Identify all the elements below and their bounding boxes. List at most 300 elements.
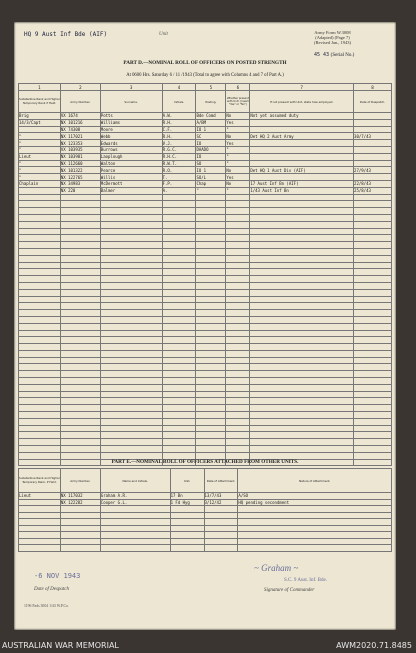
cell-date <box>354 418 392 425</box>
caption-right: AWM2020.71.8485 <box>336 641 412 650</box>
cell-present <box>226 446 250 453</box>
cell-posting <box>196 303 226 310</box>
cell-date <box>354 289 392 296</box>
cell-number <box>60 398 100 405</box>
part-d-table <box>18 83 392 466</box>
cell-posting <box>196 398 226 405</box>
cell-initials <box>162 439 196 446</box>
cell-initials: T. <box>162 174 196 181</box>
cell-surname <box>100 418 162 425</box>
cell-present: " <box>226 146 250 153</box>
cell-posting <box>196 255 226 262</box>
cell-employed <box>250 439 354 446</box>
table-row <box>19 133 392 140</box>
cell-initials <box>162 248 196 255</box>
cell-rank <box>19 248 61 255</box>
cell-employed <box>250 174 354 181</box>
cell-nature: A/SO <box>238 493 392 500</box>
cell-rank <box>19 262 61 269</box>
table-row <box>19 174 392 181</box>
cell-present: " <box>226 160 250 167</box>
blank-row <box>19 545 392 552</box>
cell-present <box>226 425 250 432</box>
cell-number <box>60 262 100 269</box>
cell-initials <box>162 432 196 439</box>
cell-posting <box>196 378 226 385</box>
cell-rank <box>19 545 61 552</box>
cell-rank <box>19 208 61 215</box>
cell-date <box>354 371 392 378</box>
cell-present <box>226 405 250 412</box>
serial-label: (Serial No.) <box>330 53 355 58</box>
cell-employed: Det HQ 2 Aust Army <box>250 133 354 140</box>
cell-posting <box>196 323 226 330</box>
cell-posting <box>196 242 226 249</box>
cell-employed <box>250 418 354 425</box>
cell-surname <box>100 201 162 208</box>
cell-rank: " <box>19 133 61 140</box>
cell-surname: Balmer <box>100 187 162 194</box>
cell-date <box>354 146 392 153</box>
col-num: 3 <box>100 84 162 91</box>
cell-date <box>354 160 392 167</box>
cell-initials <box>162 289 196 296</box>
cell-present <box>226 398 250 405</box>
col-num: 5 <box>196 84 226 91</box>
cell-rank <box>19 242 61 249</box>
cell-number <box>60 235 100 242</box>
cell-initials: A. <box>162 187 196 194</box>
cell-date <box>354 201 392 208</box>
cell-date <box>354 412 392 419</box>
cell-nature <box>238 545 392 552</box>
cell-rank <box>19 194 61 201</box>
cell-present: No <box>226 113 250 120</box>
cell-nature: HQ pending secondment <box>238 499 392 506</box>
blank-row <box>19 242 392 249</box>
cell-initials <box>162 323 196 330</box>
blank-row <box>19 418 392 425</box>
cell-initials <box>162 242 196 249</box>
cell-posting <box>196 282 226 289</box>
table-row <box>19 187 392 194</box>
cell-date <box>354 282 392 289</box>
cell-posting: IO <box>196 140 226 147</box>
cell-initials <box>162 357 196 364</box>
cell-employed <box>250 235 354 242</box>
blank-row <box>19 357 392 364</box>
cell-rank <box>19 398 61 405</box>
cell-present <box>226 289 250 296</box>
cell-employed <box>250 344 354 351</box>
cell-posting: Chap <box>196 180 226 187</box>
cell-date <box>354 310 392 317</box>
blank-row <box>19 337 392 344</box>
despatch-label: Date of Despatch <box>34 587 69 592</box>
cell-present: No <box>226 133 250 140</box>
cell-initials: R.H. <box>162 133 196 140</box>
cell-rank <box>19 384 61 391</box>
cell-date <box>354 378 392 385</box>
table-row <box>19 126 392 133</box>
cell-initials <box>162 371 196 378</box>
cell-date <box>354 296 392 303</box>
cell-surname <box>100 330 162 337</box>
cell-date <box>354 357 392 364</box>
cell-rank <box>19 432 61 439</box>
cell-rank <box>19 446 61 453</box>
cell-employed <box>250 432 354 439</box>
cell-employed: Det HQ 1 Aust Div (AIF) <box>250 167 354 174</box>
cell-date <box>354 214 392 221</box>
cell-surname <box>100 391 162 398</box>
col-num: 2 <box>60 84 100 91</box>
col-heading: Army Number. <box>60 91 100 113</box>
cell-name: Cooper G.L. <box>100 499 170 506</box>
cell-posting <box>196 391 226 398</box>
cell-initials <box>162 384 196 391</box>
cell-date <box>354 452 392 459</box>
blank-row <box>19 221 392 228</box>
cell-number <box>60 323 100 330</box>
cell-rank <box>19 323 61 330</box>
cell-surname <box>100 269 162 276</box>
cell-present <box>226 337 250 344</box>
cell-present: " <box>226 187 250 194</box>
cell-surname <box>100 378 162 385</box>
cell-employed <box>250 364 354 371</box>
cell-surname: Potts <box>100 113 162 120</box>
cell-initials <box>162 201 196 208</box>
cell-employed <box>250 323 354 330</box>
cell-employed <box>250 242 354 249</box>
cell-posting <box>196 208 226 215</box>
cell-employed <box>250 289 354 296</box>
cell-employed <box>250 276 354 283</box>
cell-number <box>60 432 100 439</box>
cell-posting <box>196 371 226 378</box>
cell-posting <box>196 289 226 296</box>
cell-name <box>100 545 170 552</box>
cell-initials <box>162 398 196 405</box>
cell-employed <box>250 405 354 412</box>
table-row <box>19 119 392 126</box>
cell-number <box>60 384 100 391</box>
cell-initials: V.J. <box>162 140 196 147</box>
cell-employed <box>250 201 354 208</box>
cell-posting <box>196 194 226 201</box>
cell-present <box>226 221 250 228</box>
cell-surname: Moore <box>100 126 162 133</box>
cell-surname <box>100 398 162 405</box>
cell-employed <box>250 126 354 133</box>
cell-rank <box>19 126 61 133</box>
cell-rank <box>19 221 61 228</box>
cell-initials <box>162 364 196 371</box>
cell-present <box>226 412 250 419</box>
blank-row <box>19 214 392 221</box>
cell-rank <box>19 282 61 289</box>
cell-rank <box>19 337 61 344</box>
cell-number: NX 220 <box>60 187 100 194</box>
col-num: 6 <box>226 84 250 91</box>
form-ref-line: (Revised Jan., 1943) <box>314 40 351 45</box>
cell-employed <box>250 208 354 215</box>
blank-row <box>19 235 392 242</box>
cell-employed <box>250 391 354 398</box>
cell-number <box>60 439 100 446</box>
cell-surname <box>100 296 162 303</box>
cell-present <box>226 350 250 357</box>
cell-present <box>226 255 250 262</box>
cell-surname <box>100 208 162 215</box>
cell-number <box>60 303 100 310</box>
cell-surname <box>100 221 162 228</box>
cell-number <box>60 446 100 453</box>
cell-surname: Willis <box>100 174 162 181</box>
cell-present <box>226 282 250 289</box>
cell-date <box>354 113 392 120</box>
cell-rank <box>19 418 61 425</box>
table-row <box>19 140 392 147</box>
part-d-title: PART D.—NOMINAL ROLL OF OFFICERS ON POSTED STRENGTH <box>123 60 287 66</box>
cell-employed: Not yet assumed duty <box>250 113 354 120</box>
cell-initials: R.G.C. <box>162 146 196 153</box>
cell-number: NX 101216 <box>60 119 100 126</box>
cell-posting: A/BM <box>196 119 226 126</box>
blank-row <box>19 194 392 201</box>
cell-posting <box>196 418 226 425</box>
cell-surname: Webb <box>100 133 162 140</box>
cell-present <box>226 269 250 276</box>
cell-posting <box>196 228 226 235</box>
cell-date <box>354 242 392 249</box>
cell-date: 25/8/43 <box>354 187 392 194</box>
cell-rank <box>19 201 61 208</box>
table-row <box>19 160 392 167</box>
cell-number <box>60 208 100 215</box>
cell-surname: Williams <box>100 119 162 126</box>
cell-number: NX 34983 <box>60 180 100 187</box>
cell-date: 30/7/43 <box>354 133 392 140</box>
cell-posting <box>196 235 226 242</box>
col-heading: Substantive Rank and Higher Temporary Rank if Held. <box>19 91 61 113</box>
cell-surname <box>100 255 162 262</box>
printer-imprint: 1196 Pads 3004 1/43 W.P.Co. <box>24 604 69 608</box>
col-num: 4 <box>162 84 196 91</box>
blank-row <box>19 384 392 391</box>
col-heading: Name and Initials. <box>100 469 170 493</box>
cell-initials <box>162 194 196 201</box>
cell-present <box>226 276 250 283</box>
cell-rank <box>19 214 61 221</box>
serial-value: 45 43 <box>314 52 330 58</box>
cell-initials <box>162 228 196 235</box>
cell-date <box>354 344 392 351</box>
cell-rank <box>19 425 61 432</box>
cell-present <box>226 242 250 249</box>
cell-initials: F.P. <box>162 180 196 187</box>
cell-rank <box>19 235 61 242</box>
cell-posting: " <box>196 187 226 194</box>
cell-number <box>60 412 100 419</box>
col-heading: Surname. <box>100 91 162 113</box>
cell-surname <box>100 242 162 249</box>
cell-date <box>354 425 392 432</box>
cell-posting <box>196 330 226 337</box>
cell-employed <box>250 269 354 276</box>
cell-initials <box>162 350 196 357</box>
cell-present <box>226 357 250 364</box>
cell-surname <box>100 282 162 289</box>
cell-date <box>354 255 392 262</box>
cell-employed <box>250 296 354 303</box>
cell-number <box>60 221 100 228</box>
blank-row <box>19 310 392 317</box>
cell-number <box>60 194 100 201</box>
cell-present <box>226 235 250 242</box>
cell-initials: R.O. <box>162 167 196 174</box>
cell-rank <box>19 350 61 357</box>
blank-row <box>19 296 392 303</box>
cell-employed: 1/43 Aust Inf Bn <box>250 187 354 194</box>
cell-number <box>60 310 100 317</box>
commander-signature: ~ Graham ~ <box>254 563 299 573</box>
cell-employed <box>250 330 354 337</box>
cell-posting: IO 1 <box>196 167 226 174</box>
cell-present <box>226 262 250 269</box>
cell-date <box>354 194 392 201</box>
cell-date <box>354 337 392 344</box>
part-e-body <box>19 493 392 552</box>
cell-employed <box>250 160 354 167</box>
cell-date <box>354 405 392 412</box>
cell-posting: SO/L <box>196 174 226 181</box>
cell-surname <box>100 194 162 201</box>
cell-surname <box>100 371 162 378</box>
part-e-table <box>18 468 392 552</box>
cell-surname: Walton <box>100 160 162 167</box>
cell-number <box>60 371 100 378</box>
cell-date <box>354 153 392 160</box>
cell-posting <box>196 439 226 446</box>
col-heading: Unit. <box>170 469 204 493</box>
cell-surname <box>100 289 162 296</box>
cell-date: 3/12/42 <box>204 499 238 506</box>
cell-initials <box>162 405 196 412</box>
cell-present <box>226 344 250 351</box>
cell-name: Graham A.R. <box>100 493 170 500</box>
blank-row <box>19 446 392 453</box>
signature-label: Signature of Commander <box>264 588 315 593</box>
cell-number <box>60 357 100 364</box>
table-row <box>19 146 392 153</box>
cell-unit <box>170 545 204 552</box>
cell-date <box>354 439 392 446</box>
cell-number <box>60 350 100 357</box>
cell-number: NX 122282 <box>60 499 100 506</box>
cell-posting <box>196 425 226 432</box>
cell-date <box>354 446 392 453</box>
cell-initials <box>162 330 196 337</box>
cell-rank <box>19 357 61 364</box>
cell-rank <box>19 371 61 378</box>
cell-posting: Bde Comd <box>196 113 226 120</box>
col-heading: Posting. <box>196 91 226 113</box>
cell-initials <box>162 316 196 323</box>
cell-employed <box>250 194 354 201</box>
cell-employed <box>250 446 354 453</box>
cell-rank: " <box>19 160 61 167</box>
cell-surname: Pearce <box>100 167 162 174</box>
part-e-title: PART E.—NOMINAL ROLL OF OFFICERS ATTACHED FROM OTHER UNITS. <box>111 459 299 465</box>
cell-date <box>354 398 392 405</box>
cell-employed <box>250 248 354 255</box>
column-number-row <box>19 84 392 91</box>
cell-surname <box>100 248 162 255</box>
cell-date <box>354 432 392 439</box>
cell-date <box>354 140 392 147</box>
cell-date: 22/8/43 <box>354 180 392 187</box>
col-heading: Date of Attachment. <box>204 469 238 493</box>
cell-present <box>226 296 250 303</box>
cell-present <box>226 316 250 323</box>
cell-number <box>60 255 100 262</box>
col-heading: Initials. <box>162 91 196 113</box>
cell-date <box>354 269 392 276</box>
cell-posting <box>196 446 226 453</box>
cell-surname <box>100 344 162 351</box>
cell-number: NX 74308 <box>60 126 100 133</box>
cell-surname <box>100 405 162 412</box>
cell-rank <box>19 255 61 262</box>
cell-present <box>226 391 250 398</box>
cell-surname <box>100 235 162 242</box>
cell-present <box>226 364 250 371</box>
cell-employed <box>250 262 354 269</box>
cell-initials <box>162 262 196 269</box>
cell-date <box>354 330 392 337</box>
cell-surname: McDermott <box>100 180 162 187</box>
despatch-date-stamp: -6 NOV 1943 <box>34 572 81 580</box>
cell-number <box>60 296 100 303</box>
cell-initials <box>162 378 196 385</box>
cell-employed <box>250 153 354 160</box>
cell-number: VX 1674 <box>60 113 100 120</box>
cell-rank <box>19 330 61 337</box>
blank-row <box>19 208 392 215</box>
cell-date <box>354 364 392 371</box>
cell-date <box>354 262 392 269</box>
cell-surname: Edwards <box>100 140 162 147</box>
col-heading: Whether present with Unit. (Insert "Yes" or "No") <box>226 91 250 113</box>
cell-present <box>226 208 250 215</box>
cell-date <box>354 316 392 323</box>
table-row <box>19 180 392 187</box>
cell-rank: " <box>19 140 61 147</box>
cell-rank: " <box>19 167 61 174</box>
document-page <box>14 22 396 630</box>
col-heading: Army Number. <box>60 469 100 493</box>
cell-posting <box>196 214 226 221</box>
cell-number <box>60 201 100 208</box>
cell-rank: Lieut <box>19 153 61 160</box>
cell-date <box>354 391 392 398</box>
cell-surname <box>100 425 162 432</box>
cell-initials <box>162 235 196 242</box>
cell-number <box>60 248 100 255</box>
blank-row <box>19 364 392 371</box>
